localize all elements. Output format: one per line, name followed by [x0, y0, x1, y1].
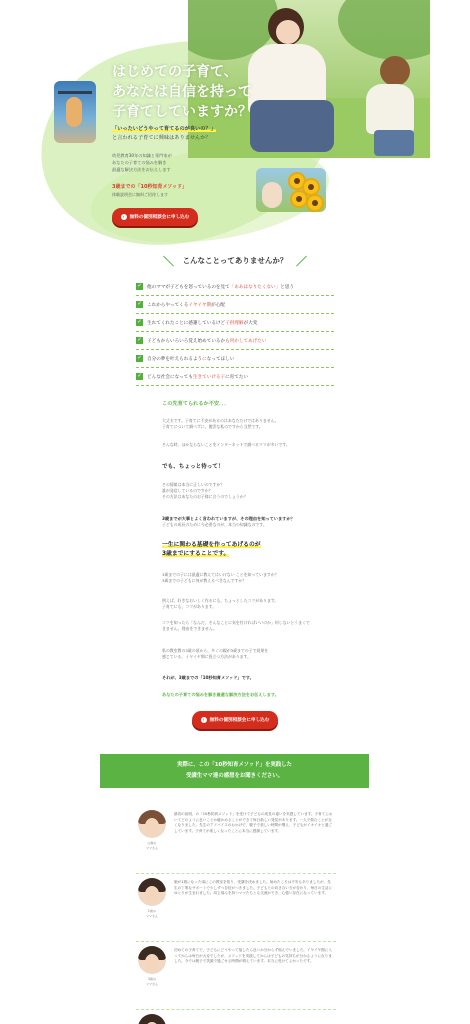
- checklist-emphasis: 「ああはなりたくない」: [229, 284, 281, 290]
- checklist-item: [136, 368, 334, 386]
- checklist-item: [136, 332, 334, 350]
- story-pause: でも、ちょっと待って！: [162, 464, 224, 470]
- story-paragraph: [162, 482, 248, 501]
- story-paragraph: [162, 516, 295, 529]
- checklist-text: と思う: [280, 284, 295, 290]
- avatar: [138, 810, 166, 838]
- consultation-cta-button-top[interactable]: [112, 208, 198, 226]
- story-line: コツを知ったら「なんだ、そんなことに気を付ければいいのか」何しないとうまくできません。理由をできません。: [162, 620, 310, 632]
- story-paragraph: [162, 598, 278, 610]
- testimonial-text: 初めての子育てで、子どもにどうやって接したら良いか分からず悩んでいました。イヤイヤ期に入ってからは毎日が大変でしたが、メソッドを実践してからは子どもの気持ちが分かるようになりました。今では親子で笑顔で過ごせる時間が増えています。本当に受けてよかったです。: [174, 948, 332, 964]
- story-line: その方法はあなたのお子様に合うのでしょうか？: [162, 494, 248, 500]
- checklist-text: が大変: [243, 320, 258, 326]
- photo-child-climbing: [54, 81, 96, 143]
- hero-desc-line: 幼児教育30年の知識と専門家が: [112, 153, 172, 158]
- checkbox-checked-icon: ✓: [137, 301, 142, 307]
- story-line: 3歳までの子どもに何が教えるべきなんですか？: [162, 578, 247, 584]
- arrow-right-icon: ›: [201, 717, 207, 723]
- checkbox-checked-icon: ✓: [137, 319, 142, 325]
- hero-description: [112, 152, 232, 173]
- story-highlight-line: 3歳までにすることです。: [162, 551, 230, 557]
- checklist-text: なってほしい: [206, 356, 235, 362]
- checkbox-checked-icon: ✓: [137, 373, 142, 379]
- story-highlight-line: 一生に関わる基礎を作ってあげるのが: [162, 542, 261, 548]
- arrow-right-icon: ›: [121, 214, 127, 220]
- story-line: その情報は本当に正しいのですか？: [162, 482, 225, 487]
- caption-line: 1歳の: [147, 909, 157, 913]
- hero-subtitle-line: と言われる子育てに興味はありませんか？: [112, 135, 211, 141]
- banner-line: 実際に、この「10秒知育メソッド」を実践した: [177, 762, 292, 768]
- testimonial-caption: [136, 977, 168, 987]
- checklist-text: 子どもからいろいろ覚え始めているから: [147, 338, 230, 344]
- testimonials-banner: [100, 754, 369, 788]
- story-line: 子育てについて調べずに，闇雲な私のですから当然です。: [162, 424, 263, 430]
- testimonial-text: 最初の説明、の「10秒知育メソッド」を受けて子どもの成長の違いを実感しています。子育てにおいてどのように良いことか確かめることができて毎日新しい発見があります。一人で悩むことがなくなりました。先生のアドバイスのおかげで、親子で楽しい時間が増え、子どもがイキイキと過ごしています。子育てが楽しくなったことに本当に感謝しています。: [174, 812, 333, 833]
- story-bold-line: 3歳までが大事とよく言われていますが、その理由を知っていますか？: [162, 516, 295, 521]
- consultation-cta-button-middle[interactable]: [192, 711, 278, 729]
- checklist-text: 生れてくれたことに感謝しているけど: [147, 320, 226, 326]
- avatar: [138, 946, 166, 974]
- checklist-item: [136, 314, 334, 332]
- story-method-line: それが、3歳までの「10秒知育メソッド」です。: [162, 675, 254, 680]
- story-highlight: [162, 541, 261, 559]
- method-name: 3歳までの「10秒知育メソッド」: [112, 184, 188, 190]
- story-line: そんな時、ほかならないことをインターネットで調べるママが多いです。: [162, 442, 290, 447]
- story-paragraph: [162, 418, 279, 430]
- story-line: 私の教室教の3歳の頃から、多くの親が3歳までの子で効果を: [162, 648, 269, 653]
- testimonial-text: 娘が1歳になった頃にこの教室を知り、受講を決めました。始めたころは不安もありましたが、先生の丁寧なサポートで少しずつ自信がつきました。子どもとの向き合い方が変わり、毎日の生活にゆとりが生まれました。同じ悩みを持つママたちとも交流ができ、心強い存在になっています。: [174, 880, 333, 896]
- slash-decoration-right: ／: [296, 255, 307, 268]
- checklist-item: [136, 350, 334, 368]
- checklist-item: [136, 296, 334, 314]
- story-line: 子育てにも、コツがあります。: [162, 604, 217, 610]
- checkbox-checked-icon: ✓: [137, 337, 142, 343]
- checklist-emphasis: 生きていける子: [192, 374, 226, 380]
- story-line: 子どもの成長のために今必要なのが、本当の知識なのです。: [162, 522, 267, 528]
- hero-desc-line: 最適な解決方法をお伝えします: [112, 167, 171, 172]
- hero-title: [112, 62, 292, 122]
- story-line: 大丈夫です。子育てに不安があるのはあなただけではありません。: [162, 418, 279, 423]
- checklist-emphasis: イヤイヤ期: [188, 302, 212, 308]
- hero-desc-line: あなたの子育ての悩みを解き: [112, 160, 167, 165]
- caption-line: ママさん: [145, 913, 159, 918]
- method-invite: 体験説明会に無料ご招待します: [112, 192, 168, 197]
- checklist-text: どんな社会になっても: [147, 374, 193, 380]
- problems-checklist: [136, 278, 334, 386]
- story-green-closing: あなたの子育ての悩みを解き最適な解決方法をお伝えします。: [162, 692, 279, 697]
- story-line: 例えば、好きなおいしく作るにも、ちょっとしたコツがあります。: [162, 598, 279, 603]
- story-line: 3歳までの子には最適に教えてはいけない ことを知っていますか？: [162, 572, 279, 577]
- caption-line: 3歳の: [147, 977, 157, 981]
- checklist-emphasis: 何かしてあげたい: [229, 338, 267, 344]
- hero-subtitle: [112, 125, 272, 143]
- hero-title-line: あなたは自信を持って: [112, 84, 252, 100]
- cta-label: 無料の個別相談会に申し込む: [209, 718, 270, 723]
- checklist-item: [136, 278, 334, 296]
- testimonial-card: [136, 946, 336, 1010]
- story-lead: この先育てられるか不安．．．: [162, 401, 230, 407]
- story-paragraph: [162, 572, 279, 584]
- hero-title-line: 子育てしていますか？: [112, 104, 252, 120]
- hero-subtitle-highlight: 「いったいどうやって育てるのが良いの？」: [112, 126, 216, 132]
- story-line: 誰が発信しているのですか？: [162, 488, 213, 494]
- checkbox-checked-icon: ✓: [137, 355, 142, 361]
- caption-line: ママさん: [145, 981, 159, 986]
- cta-label: 無料の個別相談会に申し込む: [129, 215, 190, 220]
- story-line: 感じている、イヤイヤ期に役立つ方法があります。: [162, 654, 252, 660]
- testimonial-card: [136, 878, 336, 942]
- problems-heading: こんなことってありませんか？: [182, 256, 288, 265]
- story-paragraph: [162, 442, 290, 448]
- slash-decoration-left: ＼: [163, 255, 174, 268]
- checkbox-checked-icon: ✓: [137, 283, 142, 289]
- caption-line: ママさん: [145, 845, 159, 850]
- photo-baby-sunflowers: [256, 168, 326, 212]
- story-paragraph: [162, 620, 312, 632]
- checklist-text: 他のママが子どもを怒っているのを見て: [147, 284, 230, 290]
- checklist-text: が心配: [211, 302, 225, 308]
- story-paragraph: [162, 648, 268, 660]
- testimonial-card: [136, 810, 336, 874]
- checklist-text: 自分の夢を叶えられるよう: [147, 356, 203, 362]
- checklist-emphasis: 子供理解: [225, 320, 244, 326]
- hero-title-line: はじめての子育て、: [112, 64, 238, 80]
- avatar-partial: [138, 1014, 166, 1024]
- hero-section: [0, 0, 470, 245]
- testimonial-caption: [136, 841, 168, 851]
- avatar: [138, 878, 166, 906]
- banner-line: 受講生ママ達の感想をお聞きください。: [185, 773, 284, 779]
- checklist-text: これからやってくる: [147, 302, 189, 308]
- checklist-emphasis: に: [202, 356, 207, 362]
- caption-line: ○歳の: [147, 841, 157, 845]
- checklist-text: に育てたい: [225, 374, 249, 380]
- testimonial-caption: [136, 909, 168, 919]
